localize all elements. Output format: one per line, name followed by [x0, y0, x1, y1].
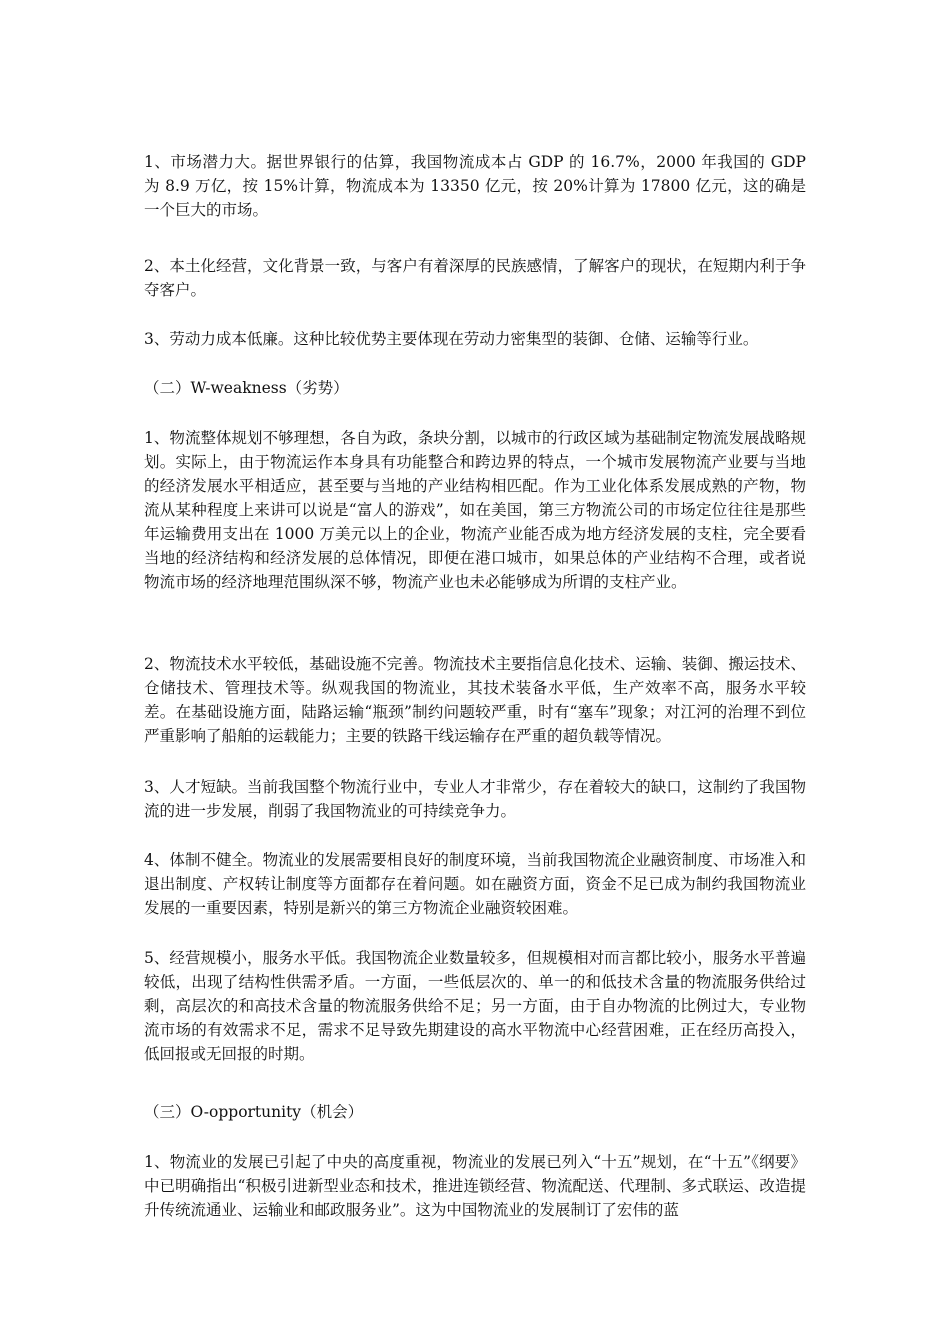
paragraph-talent-shortage: 3、人才短缺。当前我国整个物流行业中，专业人才非常少，存在着较大的缺口，这制约了我国物流的进一步发展，削弱了我国物流业的可持续竞争力。: [144, 778, 806, 820]
paragraph-technology: 2、物流技术水平较低，基础设施不完善。物流技术主要指信息化技术、运输、装御、搬运技术、仓储技术、管理技术等。纵观我国的物流业，其技术装备水平低，生产效率不高，服务水平较差。在基础设施方面，陆路运输“瓶颈”制约问题较严重，时有“塞车”现象；对江河的治理不到位严重影响了船舶的运载能力；主要的铁路干线运输存在严重的超负载等情况。: [144, 655, 806, 745]
paragraph-scale: 5、经营规模小，服务水平低。我国物流企业数量较多，但规模相对而言都比较小，服务水平普遍较低，出现了结构性供需矛盾。一方面，一些低层次的、单一的和低技术含量的物流服务供给过剩，高层次的和高技术含量的物流服务供给不足；另一方面，由于自办物流的比例过大，专业物流市场的有效需求不足，需求不足导致先期建设的高水平物流中心经营困难，正在经历高投入，低回报或无回报的时期。: [144, 949, 806, 1063]
paragraph-localization: 2、本土化经营，文化背景一致，与客户有着深厚的民族感情，了解客户的现状，在短期内利于争夺客户。: [144, 257, 806, 299]
paragraph-planning: 1、物流整体规划不够理想，各自为政，条块分割，以城市的行政区域为基础制定物流发展战略规划。实际上，由于物流运作本身具有功能整合和跨边界的特点，一个城市发展物流产业要与当地的经济发展水平相适应，甚至要与当地的产业结构相匹配。作为工业化体系发展成熟的产物，物流从某种程度上来讲可以说是“富人的游戏”，如在美国，第三方物流公司的市场定位往往是那些年运输费用支出在 1000 万美元以上的企业，物流产业能否成为地方经济发展的支柱，完全要看当地的经济结构和经济发展的总体情况，即便在港口城市，如果总体的产业结构不合理，或者说物流市场的经济地理范围纵深不够，物流产业也未必能够成为所谓的支柱产业。: [144, 429, 806, 591]
paragraph-institutions: 4、体制不健全。物流业的发展需要相良好的制度环境，当前我国物流企业融资制度、市场准入和退出制度、产权转让制度等方面都存在着问题。如在融资方面，资金不足已成为制约我国物流业发展的一重要因素，特别是新兴的第三方物流企业融资较困难。: [144, 851, 806, 917]
paragraph-central-attention: 1、物流业的发展已引起了中央的高度重视，物流业的发展已列入“十五”规划，在“十五”《纲要》中已明确指出“积极引进新型业态和技术，推进连锁经营、物流配送、代理制、多式联运、改造提升传统流通业、运输业和邮政服务业”。这为中国物流业的发展制订了宏伟的蓝: [144, 1153, 806, 1219]
paragraph-market-potential: 1、市场潜力大。据世界银行的估算，我国物流成本占 GDP 的 16.7%，2000 年我国的 GDP 为 8.9 万亿，按 15%计算，物流成本为 13350 亿元，按 20%计算为 17800 亿元，这的确是一个巨大的市场。: [144, 153, 806, 219]
section-heading-opportunity: （三）O-opportunity（机会）: [144, 1103, 364, 1121]
section-heading-weakness: （二）W-weakness（劣势）: [144, 379, 349, 397]
paragraph-labor-cost: 3、劳动力成本低廉。这种比较优势主要体现在劳动力密集型的装御、仓储、运输等行业。: [144, 330, 759, 348]
